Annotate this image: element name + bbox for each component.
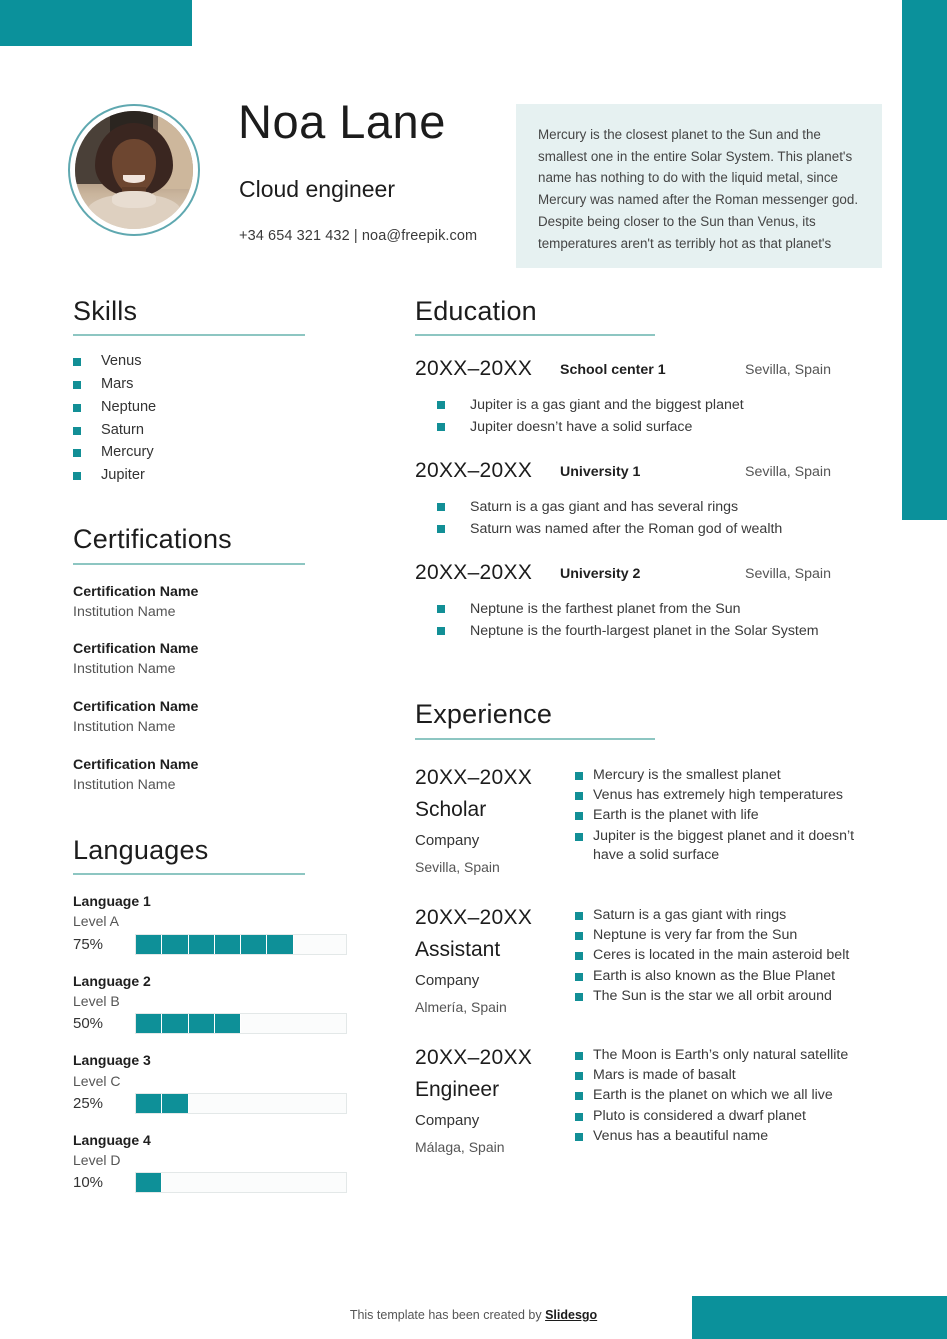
language-segment <box>294 935 320 954</box>
certification-item <box>73 756 348 796</box>
avatar-photo <box>75 111 193 229</box>
language-segment <box>136 1014 162 1033</box>
education-place: University 2 <box>560 566 641 583</box>
certification-name: Certification Name <box>73 641 199 658</box>
language-percent: 50% <box>73 1015 104 1033</box>
experience-bullet: The Sun is the star we all orbit around <box>575 987 885 1006</box>
certification-institution: Institution Name <box>73 776 176 793</box>
certifications-title: Certifications <box>73 524 232 555</box>
education-place: School center 1 <box>560 362 666 379</box>
candidate-name: Noa Lane <box>238 95 446 148</box>
language-segment <box>162 1094 188 1113</box>
language-segment <box>215 1173 241 1192</box>
experience-years: 20XX–20XX <box>415 1045 533 1069</box>
certifications-rule <box>73 563 305 565</box>
experience-bullet: Earth is the planet on which we all live <box>575 1086 885 1105</box>
experience-title: Experience <box>415 699 553 730</box>
education-bullet: Saturn was named after the Roman god of wealth <box>437 518 885 540</box>
language-segment <box>241 1173 267 1192</box>
language-percent: 10% <box>73 1174 104 1192</box>
language-segment <box>189 935 215 954</box>
language-percent: 75% <box>73 935 104 953</box>
education-item <box>415 459 885 540</box>
experience-company: Company <box>415 1111 480 1129</box>
language-segment <box>189 1173 215 1192</box>
language-segment <box>162 935 188 954</box>
skill-item: Saturn <box>73 421 348 440</box>
language-row <box>73 1093 348 1114</box>
experience-years: 20XX–20XX <box>415 765 533 789</box>
experience-role: Engineer <box>415 1078 500 1102</box>
experience-city: Almería, Spain <box>415 998 507 1015</box>
summary-text: Mercury is the closest planet to the Sun and the smallest one in the entire Solar System. This planet's name has nothing to do with the liquid metal, since Mercury was named after the Roman messenger god. Despite being closer to the Sun than Venus, its temperatures aren't as terribly hot as that planet's <box>538 127 859 251</box>
experience-bullets <box>575 1042 885 1160</box>
language-progress-bar[interactable] <box>135 934 347 955</box>
education-bullet: Neptune is the fourth-largest planet in the Solar System <box>437 620 885 642</box>
certifications-section <box>73 525 348 795</box>
language-segment <box>241 1094 267 1113</box>
languages-list <box>73 891 348 1193</box>
left-column <box>73 297 348 1193</box>
languages-title: Languages <box>73 834 209 865</box>
experience-section <box>415 700 885 1159</box>
education-title: Education <box>415 296 537 326</box>
experience-role: Assistant <box>415 938 501 962</box>
language-segment <box>241 935 267 954</box>
skills-rule <box>73 334 305 336</box>
language-row <box>73 934 348 955</box>
language-level: Level B <box>73 992 120 1009</box>
language-row <box>73 1172 348 1193</box>
experience-bullet: Neptune is very far from the Sun <box>575 926 885 945</box>
experience-bullet: Earth is the planet with life <box>575 806 885 825</box>
education-city: Sevilla, Spain <box>745 464 831 481</box>
skill-item: Mars <box>73 375 348 394</box>
education-bullet: Neptune is the farthest planet from the Sun <box>437 598 885 620</box>
experience-bullet: Mars is made of basalt <box>575 1066 885 1085</box>
certification-item <box>73 640 348 680</box>
education-years: 20XX–20XX <box>415 357 533 381</box>
language-progress-bar[interactable] <box>135 1172 347 1193</box>
candidate-role: Cloud engineer <box>239 176 396 202</box>
avatar <box>68 104 200 236</box>
contact-line: +34 654 321 432 | noa@freepik.com <box>239 228 478 244</box>
language-level: Level D <box>73 1152 121 1169</box>
certification-name: Certification Name <box>73 756 199 773</box>
education-bullet: Jupiter is a gas giant and the biggest planet <box>437 394 885 416</box>
experience-bullet: Saturn is a gas giant with rings <box>575 906 885 925</box>
education-item-header <box>415 357 885 383</box>
language-segment <box>320 1173 346 1192</box>
education-rule <box>415 334 655 336</box>
resume-header <box>0 96 902 276</box>
certification-institution: Institution Name <box>73 603 176 620</box>
skill-item: Neptune <box>73 398 348 417</box>
experience-bullet: Ceres is located in the main asteroid belt <box>575 946 885 965</box>
education-item <box>415 357 885 438</box>
experience-city: Málaga, Spain <box>415 1138 505 1155</box>
education-item-header <box>415 459 885 485</box>
languages-rule <box>73 873 305 875</box>
language-segment <box>162 1173 188 1192</box>
language-name: Language 3 <box>73 1052 151 1069</box>
language-level: Level A <box>73 913 119 930</box>
certification-name: Certification Name <box>73 583 199 600</box>
language-segment <box>215 935 241 954</box>
language-segment <box>215 1094 241 1113</box>
experience-company: Company <box>415 971 480 989</box>
experience-years: 20XX–20XX <box>415 905 533 929</box>
education-years: 20XX–20XX <box>415 561 533 585</box>
experience-bullet: Earth is also known as the Blue Planet <box>575 967 885 986</box>
experience-meta <box>415 762 575 880</box>
experience-meta <box>415 902 575 1020</box>
language-segment <box>162 1014 188 1033</box>
language-segment <box>189 1014 215 1033</box>
language-item <box>73 971 348 1035</box>
language-segment <box>294 1173 320 1192</box>
education-bullets <box>415 394 885 438</box>
experience-item <box>415 762 885 880</box>
language-segment <box>267 1094 293 1113</box>
summary-box <box>516 104 882 268</box>
education-bullet: Saturn is a gas giant and has several rings <box>437 496 885 518</box>
experience-role: Scholar <box>415 798 487 822</box>
certification-institution: Institution Name <box>73 719 176 736</box>
education-bullets <box>415 496 885 540</box>
skill-item: Mercury <box>73 443 348 462</box>
language-segment <box>215 1014 241 1033</box>
slidesgo-link[interactable]: Slidesgo <box>545 1308 598 1322</box>
education-place: University 1 <box>560 464 641 481</box>
experience-city: Sevilla, Spain <box>415 858 500 875</box>
experience-bullet: Pluto is considered a dwarf planet <box>575 1107 885 1126</box>
language-name: Language 1 <box>73 893 151 910</box>
skills-title: Skills <box>73 296 138 326</box>
language-progress-bar[interactable] <box>135 1093 347 1114</box>
language-percent: 25% <box>73 1094 104 1112</box>
education-city: Sevilla, Spain <box>745 566 831 583</box>
experience-bullet: Venus has a beautiful name <box>575 1127 885 1146</box>
experience-bullet: The Moon is Earth’s only natural satellite <box>575 1046 885 1065</box>
skill-item: Venus <box>73 352 348 371</box>
education-item-header <box>415 561 885 587</box>
education-bullet: Jupiter doesn’t have a solid surface <box>437 416 885 438</box>
language-item <box>73 1050 348 1114</box>
language-row <box>73 1013 348 1034</box>
language-segment <box>267 1014 293 1033</box>
language-level: Level C <box>73 1072 121 1089</box>
experience-bullet: Jupiter is the biggest planet and it doesn’t have a solid surface <box>575 827 885 866</box>
certification-institution: Institution Name <box>73 661 176 678</box>
language-segment <box>136 1094 162 1113</box>
education-bullets <box>415 598 885 642</box>
certification-item <box>73 698 348 738</box>
experience-item <box>415 1042 885 1160</box>
experience-bullets <box>575 762 885 880</box>
experience-bullet: Venus has extremely high temperatures <box>575 786 885 805</box>
education-section <box>415 297 885 642</box>
language-segment <box>320 1014 346 1033</box>
language-segment <box>320 1094 346 1113</box>
language-segment <box>136 1173 162 1192</box>
language-progress-bar[interactable] <box>135 1013 347 1034</box>
language-name: Language 2 <box>73 972 151 989</box>
experience-meta <box>415 1042 575 1160</box>
decor-block-right <box>902 0 947 520</box>
education-city: Sevilla, Spain <box>745 362 831 379</box>
experience-bullets <box>575 902 885 1020</box>
right-column <box>415 297 885 1160</box>
language-name: Language 4 <box>73 1131 151 1148</box>
education-list <box>415 357 885 642</box>
skills-section <box>73 297 348 485</box>
language-segment <box>267 935 293 954</box>
language-segment <box>267 1173 293 1192</box>
skill-item: Jupiter <box>73 466 348 485</box>
language-segment <box>294 1094 320 1113</box>
experience-rule <box>415 738 655 740</box>
languages-section <box>73 836 348 1194</box>
language-segment <box>294 1014 320 1033</box>
certification-item <box>73 583 348 623</box>
education-years: 20XX–20XX <box>415 459 533 483</box>
decor-block-top-left <box>0 0 192 46</box>
language-segment <box>189 1094 215 1113</box>
footer-text: This template has been created by <box>349 1308 546 1322</box>
experience-item <box>415 902 885 1020</box>
footer <box>0 1308 947 1322</box>
experience-bullet: Mercury is the smallest planet <box>575 766 885 785</box>
experience-list <box>415 762 885 1160</box>
language-segment <box>241 1014 267 1033</box>
experience-company: Company <box>415 831 480 849</box>
language-segment <box>136 935 162 954</box>
language-item <box>73 1130 348 1194</box>
certification-name: Certification Name <box>73 699 199 716</box>
certifications-list <box>73 583 348 796</box>
language-segment <box>320 935 346 954</box>
skills-list <box>73 352 348 485</box>
language-item <box>73 891 348 955</box>
education-item <box>415 561 885 642</box>
